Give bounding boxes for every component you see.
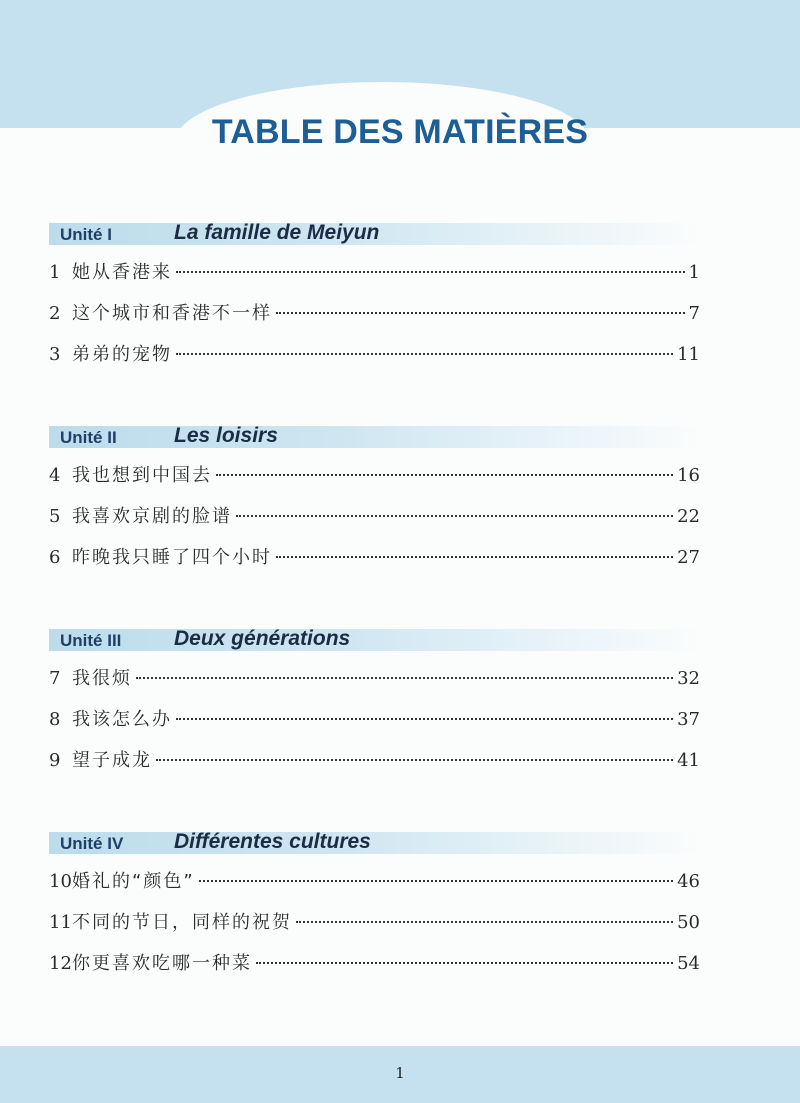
unit-header-bar	[49, 426, 700, 448]
lesson-entry-6[interactable]	[49, 543, 700, 584]
unit-label: Unité III	[60, 631, 122, 650]
unit-section-2	[49, 424, 700, 568]
dot-leader	[256, 962, 673, 964]
lesson-title: 昨晚我只睡了四个小时	[72, 547, 272, 568]
lesson-number: 5	[49, 506, 61, 527]
lesson-page: 22	[677, 506, 700, 527]
unit-header	[49, 426, 700, 448]
lesson-title: 望子成龙	[72, 750, 152, 771]
lesson-page: 27	[677, 547, 700, 568]
lesson-list	[49, 664, 700, 787]
dot-leader	[199, 880, 673, 882]
unit-name: La famille de Meiyun	[174, 221, 380, 244]
lesson-entry-3[interactable]	[49, 340, 700, 381]
dot-leader	[236, 515, 673, 517]
lesson-number: 6	[49, 547, 61, 568]
unit-label: Unité IV	[60, 834, 124, 853]
lesson-page: 46	[677, 871, 700, 892]
lesson-entry-9[interactable]	[49, 746, 700, 787]
lesson-number: 1	[49, 262, 61, 283]
lesson-entry-1[interactable]	[49, 258, 700, 299]
lesson-entry-7[interactable]	[49, 664, 700, 705]
lesson-entry-12[interactable]	[49, 949, 700, 990]
dot-leader	[276, 312, 685, 314]
lesson-title: 我该怎么办	[72, 709, 172, 730]
lesson-page: 11	[677, 344, 700, 365]
unit-header	[49, 629, 700, 651]
lesson-page: 16	[677, 465, 700, 486]
lesson-title: 不同的节日，同样的祝贺	[72, 912, 292, 933]
lesson-page: 1	[688, 262, 700, 283]
dot-leader	[156, 759, 673, 761]
lesson-title: 婚礼的“颜色”	[72, 871, 195, 892]
lesson-number: 9	[49, 750, 61, 771]
dot-leader	[176, 353, 673, 355]
lesson-page: 50	[677, 912, 700, 933]
lesson-title: 我也想到中国去	[72, 465, 212, 486]
lesson-entry-11[interactable]	[49, 908, 700, 949]
unit-section-3	[49, 627, 700, 771]
lesson-page: 41	[677, 750, 700, 771]
lesson-entry-8[interactable]	[49, 705, 700, 746]
dot-leader	[216, 474, 673, 476]
page-title: TABLE DES MATIÈRES	[211, 113, 589, 151]
lesson-title: 我喜欢京剧的脸谱	[72, 506, 232, 527]
unit-label: Unité I	[60, 225, 112, 244]
lesson-title: 她从香港来	[72, 262, 172, 283]
lesson-number: 11	[49, 912, 72, 933]
dot-leader	[176, 718, 673, 720]
lesson-number: 10	[49, 871, 72, 892]
unit-header	[49, 223, 700, 245]
lesson-list	[49, 461, 700, 584]
lesson-list	[49, 867, 700, 990]
unit-header-bar	[49, 832, 700, 854]
dot-leader	[176, 271, 685, 273]
lesson-page: 54	[677, 953, 700, 974]
unit-label: Unité II	[60, 428, 117, 447]
unit-header	[49, 832, 700, 854]
lesson-page: 7	[688, 303, 700, 324]
lesson-title: 我很烦	[72, 668, 132, 689]
lesson-number: 2	[49, 303, 61, 324]
unit-name: Les loisirs	[174, 424, 278, 447]
unit-section-4	[49, 830, 700, 974]
lesson-entry-5[interactable]	[49, 502, 700, 543]
unit-header-bar	[49, 629, 700, 651]
dot-leader	[276, 556, 673, 558]
lesson-entry-2[interactable]	[49, 299, 700, 340]
lesson-title: 弟弟的宠物	[72, 344, 172, 365]
lesson-number: 8	[49, 709, 61, 730]
lesson-number: 4	[49, 465, 61, 486]
lesson-title: 这个城市和香港不一样	[72, 303, 272, 324]
lesson-number: 7	[49, 668, 61, 689]
lesson-number: 3	[49, 344, 61, 365]
unit-name: Différentes cultures	[174, 830, 371, 853]
lesson-list	[49, 258, 700, 381]
lesson-page: 32	[677, 668, 700, 689]
lesson-number: 12	[49, 953, 72, 974]
lesson-page: 37	[677, 709, 700, 730]
unit-section-1	[49, 221, 700, 365]
lesson-title: 你更喜欢吃哪一种菜	[72, 953, 252, 974]
unit-name: Deux générations	[174, 627, 351, 650]
dot-leader	[136, 677, 673, 679]
dot-leader	[296, 921, 673, 923]
page-number: 1	[395, 1064, 405, 1082]
lesson-entry-4[interactable]	[49, 461, 700, 502]
lesson-entry-10[interactable]	[49, 867, 700, 908]
